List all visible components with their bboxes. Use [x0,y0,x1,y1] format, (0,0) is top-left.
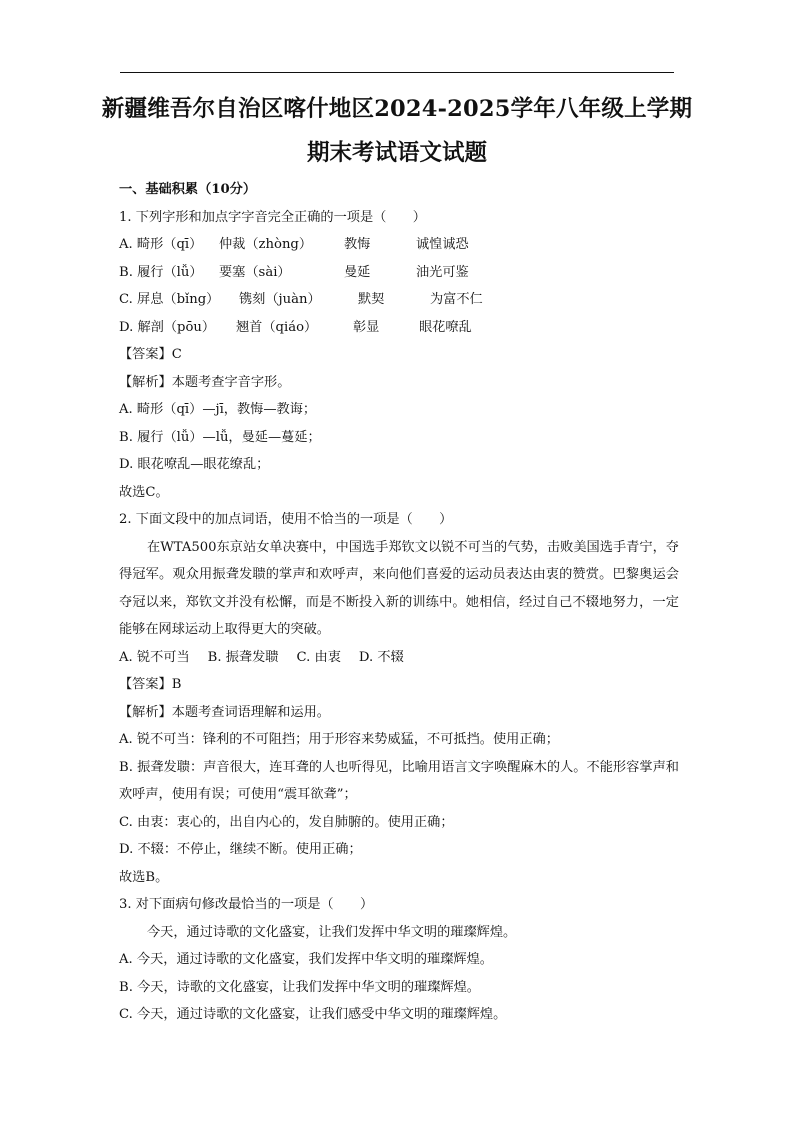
q3-option-a: A. 今天，通过诗歌的文化盛宴，我们发挥中华文明的璀璨辉煌。 [119,952,493,967]
q1-explain-d: D. 眼花嘹乱—眼花缭乱； [119,457,270,472]
q2-option-d: D. 不辍 [358,649,404,665]
q1-d-1: D. 解剖（pōu） [119,319,216,335]
page-title: 新疆维吾尔自治区喀什地区2024-2025学年八年级上学期 [101,96,693,122]
q3-option-c: C. 今天，通过诗歌的文化盛宴，让我们感受中华文明的璀璨辉煌。 [119,1007,507,1022]
q1-b-2: 要塞（sài） [219,264,291,280]
q1-conclusion: 故选C。 [119,484,169,500]
q1-a-1: A. 畸形（qī） [119,237,203,252]
page-subtitle: 期末考试语文试题 [306,140,487,166]
q2-explain-b: B. 振聋发聩：声音很大，连耳聋的人也听得见，比喻用语言文字唤醒麻木的人。不能形容掌声和欢呼声，使用有误；可使用“震耳欲聋”； [119,759,679,802]
q2-passage: 在WTA500东京站女单决赛中，中国选手郑钦文以锐不可当的气势，击败美国选手青宁，夺得冠军。观众用振聋发聩的掌声和欢呼声，来向他们喜爱的运动员表达由衷的赞赏。巴黎奥运会夺冠以来，郑钦文并没有松懈，而是不断投入新的训练中。她相信，经过自己不辍地努力，一定能够在网球运动上取得更大的突破。 [119,539,679,637]
q1-option-a [119,231,679,259]
q1-d-3: 彰显 [353,319,380,335]
q1-d-4: 眼花嘹乱 [419,319,472,335]
q1-c-1: C. 屏息（bǐng） [119,292,220,307]
q1-option-c [119,286,679,314]
q2-analysis: 【解析】本题考查词语理解和运用。 [119,704,330,720]
q2-option-c: C. 由衷 [296,649,341,665]
question-3-stem: 3. 对下面病句修改最恰当的一项是（ ） [119,897,374,912]
q1-a-3: 教悔 [344,237,371,252]
q2-answer: 【答案】B [119,677,182,692]
q3-option-b: B. 今天，诗歌的文化盛宴，让我们发挥中华文明的璀璨辉煌。 [119,979,480,995]
q2-option-b: B. 振聋发聩 [207,649,279,665]
q1-analysis: 【解析】本题考查字音字形。 [119,374,291,390]
q2-explain-d: D. 不辍：不停止，继续不断。使用正确； [119,842,362,857]
q1-a-2: 仲裁（zhòng） [219,237,313,252]
q1-c-4: 为富不仁 [430,292,483,307]
q1-explain-a: A. 畸形（qī）—jī，教悔—教诲； [119,402,317,417]
q1-b-4: 油光可鉴 [416,264,469,280]
q2-explain-c: C. 由衷：衷心的，出自内心的，发自肺腑的。使用正确； [119,814,454,830]
q2-conclusion: 故选B。 [119,869,169,885]
q3-sentence: 今天，通过诗歌的文化盛宴，让我们发挥中华文明的璀璨辉煌。 [147,924,517,940]
question-1-stem: 1. 下列字形和加点字字音完全正确的一项是（ ） [119,209,426,225]
q2-option-a: A. 锐不可当 [119,649,190,665]
document-body [119,176,679,1029]
q1-answer: 【答案】C [119,347,182,362]
q1-b-1: B. 履行（lǚ） [119,264,203,280]
header-rule [120,72,674,73]
q1-explain-b: B. 履行（lǚ）—lǚ，曼延—蔓延； [119,429,321,445]
q2-explain-a: A. 锐不可当：锋利的不可阻挡；用于形容来势威猛，不可抵挡。使用正确； [119,732,559,747]
question-2-stem: 2. 下面文段中的加点词语，使用不恰当的一项是（ ） [119,512,453,527]
q1-c-2: 镌刻（juàn） [239,292,321,307]
q2-options [119,644,679,672]
q1-option-d [119,314,679,342]
q1-d-2: 翘首（qiáo） [236,319,318,335]
q1-c-3: 默契 [358,292,385,307]
q1-option-b [119,259,679,287]
section-heading: 一、基础积累（10分） [119,182,257,197]
q1-b-3: 曼延 [344,264,371,280]
q1-a-4: 诚惶诚恐 [416,237,469,252]
